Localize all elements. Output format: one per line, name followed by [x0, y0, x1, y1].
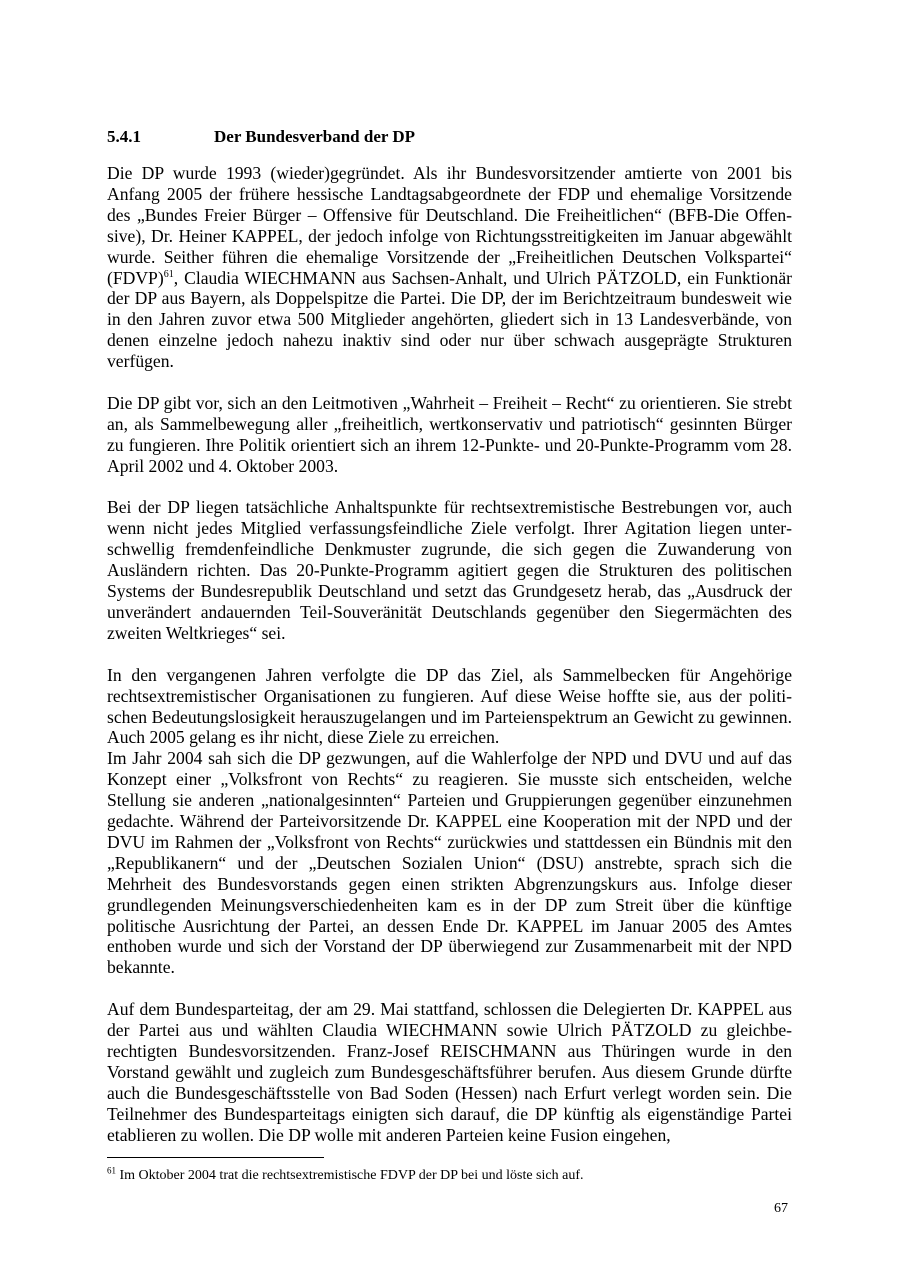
- paragraph-sammelbecken: In den vergangenen Jahren verfolgte die DP das Ziel, als Sammelbecken für Angehörige rechtsextremistischer Organisationen zu fungieren. Auf diese Weise hoffte sie, aus der politischen Bedeutungslosigkeit herauszugelangen und im Parteienspektrum an Gewicht zu gewinnen. Auch 2005 gelang es ihr nicht, diese Ziele zu erreichen.: [107, 664, 792, 748]
- footnote-reference: 61: [163, 268, 174, 280]
- body-text: [107, 163, 792, 1146]
- page-number: 67: [774, 1201, 788, 1216]
- section-title: Der Bundesverband der DP: [214, 127, 416, 146]
- paragraph-text: , Claudia WIECHMANN aus Sachsen-Anhalt, und Ulrich PÄTZOLD, ein Funktionär der DP aus Bayern, als Doppelspitze die Partei. Die DP, der im Berichtzeitraum bundesweit wie in den Jahren zuvor etwa 500 Mitglieder angehörten, gliedert sich in 13 Landesverbände, von denen einzelne jedoch nahezu inaktiv sind oder nur über schwach ausgeprägte Strukturen verfügen.: [107, 267, 792, 372]
- paragraph-founding: [107, 163, 792, 372]
- paragraph-text: Die DP wurde 1993 (wieder)gegründet. Als ihr Bundesvorsitzender amtierte von 2001 bis Anfang 2005 der frühere hessische Landtagsabgeordnete der FDP und ehemalige Vorsitzende des „Bundes Freier Bürger – Offensive für Deutschland. Die Freiheitlichen“ (BFB-Die Offensive), Dr. Heiner KAPPEL, der jedoch infolge von Richtungsstreitigkeiten im Januar abgewählt wurde. Seither führen die ehemalige Vorsitzende der „Freiheitlichen Deutschen Volkspartei“ (FDVP): [107, 163, 792, 288]
- footnote-marker: 61: [107, 1165, 116, 1176]
- paragraph-bundesparteitag: Auf dem Bundesparteitag, der am 29. Mai stattfand, schlossen die Delegierten Dr. KAPPEL aus der Partei aus und wählten Claudia WIECHMANN sowie Ulrich PÄTZOLD zu gleichberechtigten Bundesvorsitzenden. Franz-Josef REISCHMANN aus Thüringen wurde in den Vorstand gewählt und zugleich zum Bundesgeschäftsführer berufen. Aus diesem Grunde dürfte auch die Bundesgeschäftsstelle von Bad Soden (Hessen) nach Erfurt verlegt worden sein. Die Teilnehmer des Bundesparteitags einigten sich darauf, die DP künftig als eigenständige Partei etablieren zu wollen. Die DP wolle mit anderen Parteien keine Fusion eingehen,: [107, 999, 792, 1145]
- footnote: [107, 1167, 583, 1185]
- paragraph-bestrebungen: Bei der DP liegen tatsächliche Anhaltspunkte für rechtsextremistische Bestrebungen vor, auch wenn nicht jedes Mitglied verfassungsfeindliche Ziele verfolgt. Ihrer Agitation liegen unterschwellig fremdenfeindliche Denkmuster zugrunde, die sich gegen die Zuwanderung von Ausländern richten. Das 20-Punkte-Programm agitiert gegen die Strukturen des politischen Systems der Bundesrepublik Deutschland und setzt das Grundgesetz herab, das „Ausdruck der unverändert andauernden Teil-Souveränität Deutschlands gegenüber den Siegermächten des zweiten Weltkrieges“ sei.: [107, 497, 792, 643]
- section-heading: [107, 126, 415, 148]
- paragraph-leitmotive: Die DP gibt vor, sich an den Leitmotiven „Wahrheit – Freiheit – Recht“ zu orientieren. Sie strebt an, als Sammelbewegung aller „freiheitlich, wertkonservativ und patriotisch“ gesinnten Bürger zu fungieren. Ihre Politik orientiert sich an ihrem 12-Punkte- und 20-Punkte-Programm vom 28. April 2002 und 4. Oktober 2003.: [107, 392, 792, 476]
- footnote-separator: [107, 1157, 324, 1158]
- section-number: 5.4.1: [107, 127, 141, 146]
- paragraph-volksfront: Im Jahr 2004 sah sich die DP gezwungen, auf die Wahlerfolge der NPD und DVU und auf das Konzept einer „Volksfront von Rechts“ zu reagieren. Sie musste sich entscheiden, welche Stellung sie anderen „nationalgesinnten“ Parteien und Gruppierungen gegenüber einzunehmen gedachte. Während der Parteivorsitzende Dr. KAPPEL eine Kooperation mit der NPD und der DVU im Rahmen der „Volksfront von Rechts“ zurückwies und stattdessen ein Bündnis mit den „Republikanern“ und der „Deutschen Sozialen Union“ (DSU) anstrebte, sprach sich die Mehrheit des Bundesvorstands gegen einen strikten Abgrenzungskurs aus. Infolge dieser grundlegenden Meinungsverschiedenheiten kam es in der DP zum Streit über die künftige politische Ausrichtung der Partei, an dessen Ende Dr. KAPPEL im Januar 2005 des Amtes enthoben wurde und sich der Vorstand der DP überwiegend zur Zusammenarbeit mit der NPD bekannte.: [107, 748, 792, 978]
- footnote-text: Im Oktober 2004 trat die rechtsextremistische FDVP der DP bei und löste sich auf.: [116, 1168, 584, 1183]
